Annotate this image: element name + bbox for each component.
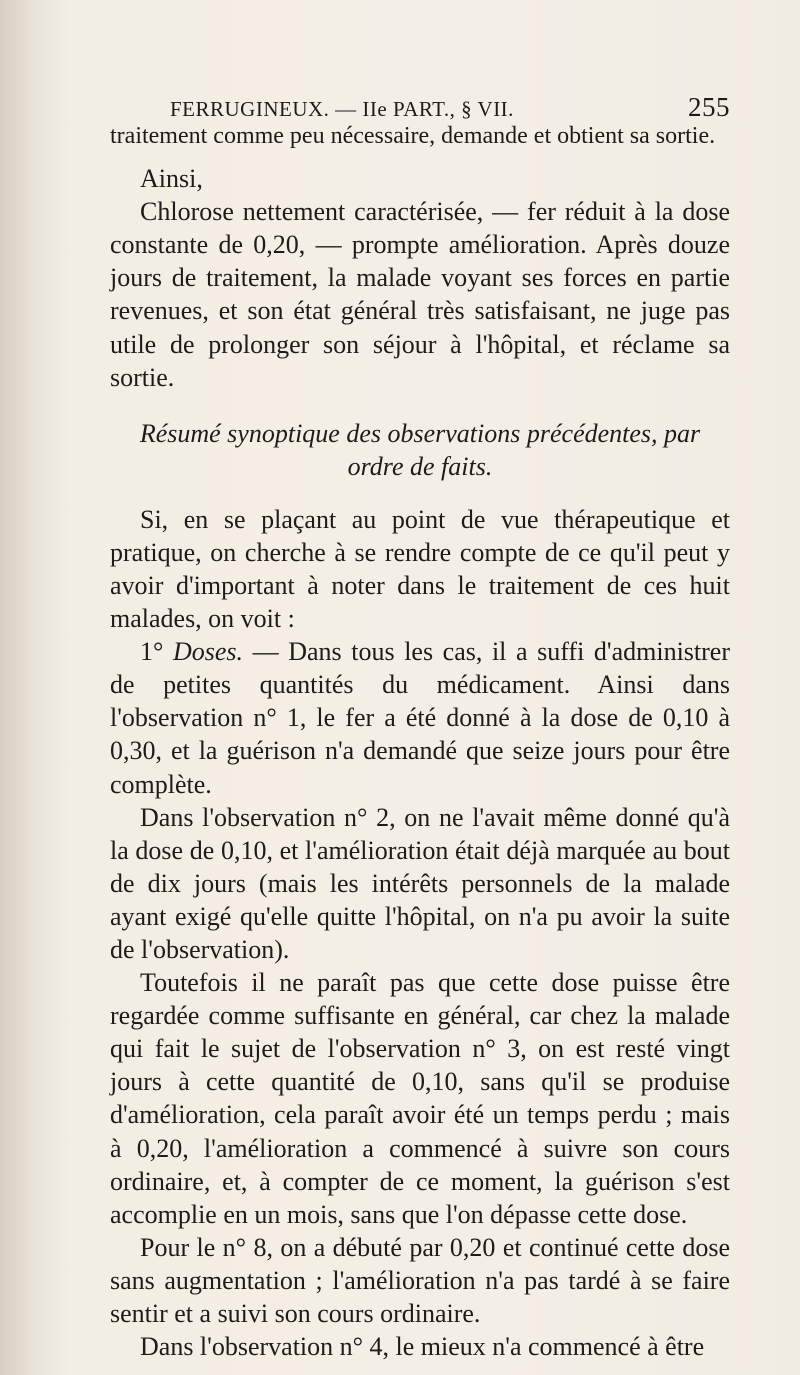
gutter-shadow <box>0 0 70 1375</box>
paragraph-intro: Si, en se plaçant au point de vue thérapeutique et pratique, on cherche à se rendre compte de ce qu'il peut y avoir d'important à noter dans le traitement de ces huit malades, on voit : <box>110 504 730 634</box>
paragraph-summary: Chlorose nettement caractérisée, — fer réduit à la dose constante de 0,20, — prompte amélioration. Après douze jours de traitement, la malade voyant ses forces en partie revenues, et son état général très satisfaisant, ne juge pas utile de prolonger son séjour à l'hôpital, et réclame sa sortie. <box>110 197 730 392</box>
page-number: 255 <box>688 92 730 122</box>
paragraph-observation-4: Dans l'observation n° 4, le mieux n'a commencé à être <box>140 1332 705 1362</box>
body-text <box>110 120 730 1363</box>
section-heading: Résumé synoptique des observations précédentes, par ordre de faits. <box>139 418 701 481</box>
paragraph-observation-3: Toutefois il ne paraît pas que cette dose puisse être regardée comme suffisante en général, car chez la malade qui fait le sujet de l'observation n° 3, on est resté vingt jours à cette quantité de 0,10, sans qu'il se produise d'amélioration, cela paraît avoir été un temps perdu ; mais à 0,20, l'amélioration a commencé à suivre son cours ordinaire, et, à compter de ce moment, la guérison s'est accomplie en un mois, sans que l'on dépasse cette dose. <box>110 968 730 1229</box>
running-title: FERRUGINEUX. — IIe PART., § VII. <box>170 97 514 121</box>
doses-term: Doses. <box>173 637 244 667</box>
paragraph-continuation: traitement comme peu nécessaire, demande et obtient sa sortie. <box>110 123 716 149</box>
page-header <box>170 92 730 123</box>
doses-number: 1° <box>140 637 173 667</box>
paragraph-ainsi: Ainsi, <box>140 164 203 194</box>
doses-text: — Dans tous les cas, il a suffi d'administrer de petites quantités du médicament. Ainsi dans l'observation n° 1, le fer a été donné à la dose de 0,10 à 0,30, et la guérison n'a demandé que seize jours pour être complète. <box>110 637 730 799</box>
paragraph-observation-2: Dans l'observation n° 2, on ne l'avait même donné qu'à la dose de 0,10, et l'amélioration était déjà marquée au bout de dix jours (mais les intérêts personnels de la malade ayant exigé qu'elle quitte l'hôpital, on n'a pu avoir la suite de l'observation). <box>110 802 730 964</box>
paragraph-doses <box>110 635 730 800</box>
paragraph-observation-8: Pour le n° 8, on a débuté par 0,20 et continué cette dose sans augmentation ; l'amélioration n'a pas tardé à se faire sentir et a suivi son cours ordinaire. <box>110 1232 730 1328</box>
